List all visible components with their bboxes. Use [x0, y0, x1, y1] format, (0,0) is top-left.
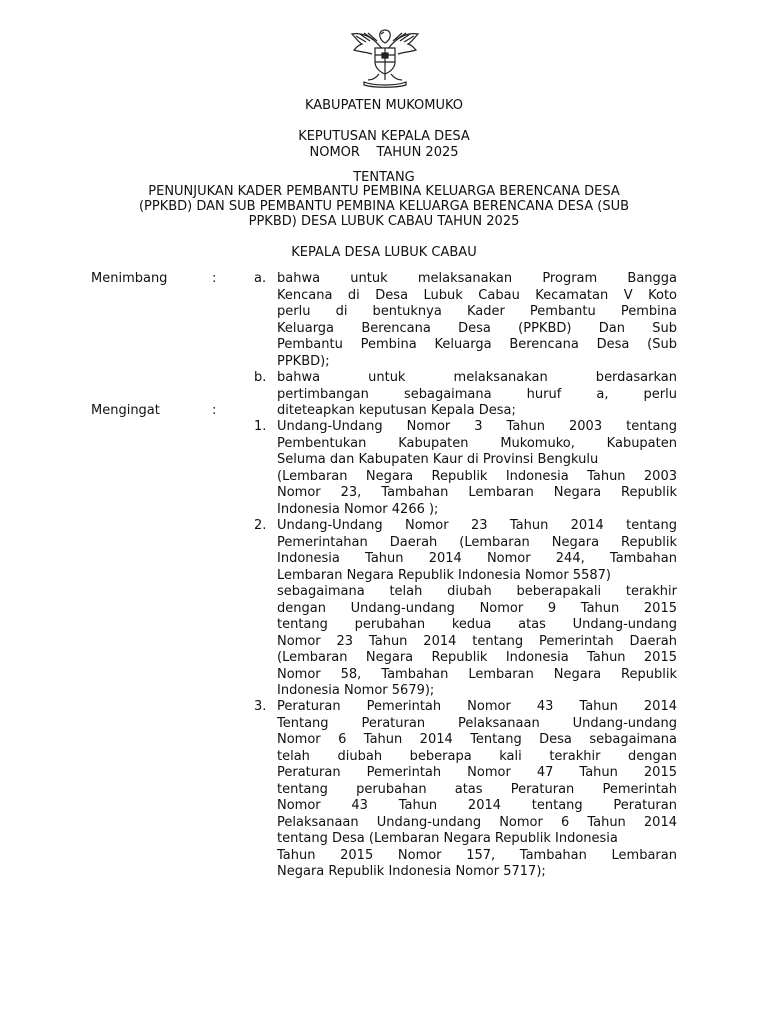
subject-line: PPKBD) DESA LUBUK CABAU TAHUN 2025: [248, 214, 520, 229]
issuer-title: KEPALA DESA LUBUK CABAU: [291, 245, 477, 260]
subject-line: PENUNJUKAN KADER PEMBANTU PEMBINA KELUARGA BERENCANA DESA: [148, 184, 620, 199]
mengingat-colon: :: [212, 403, 217, 418]
text-line: Negara Republik Indonesia Nomor 5717);: [277, 864, 546, 879]
text-line: Nomor 6 Tahun 2014 Tentang Desa sebagaimana: [277, 732, 677, 747]
item-marker: 2.: [254, 518, 267, 533]
menimbang-item-b: [277, 370, 677, 420]
text-line: bahwa untuk melaksanakan Program Bangga: [277, 271, 677, 286]
mengingat-item-1: [277, 419, 677, 518]
text-line: Undang-Undang Nomor 3 Tahun 2003 tentang: [277, 419, 677, 434]
text-line: Indonesia Nomor 4266 );: [277, 501, 439, 517]
text-line: Peraturan Pemerintah Nomor 43 Tahun 2014: [277, 699, 677, 714]
text-line: pertimbangan sebagaimana huruf a, perlu: [277, 386, 677, 402]
text-line: Kencana di Desa Lubuk Cabau Kecamatan V Koto: [277, 287, 677, 303]
text-line: Pelaksanaan Undang-undang Nomor 6 Tahun 2014: [277, 814, 677, 830]
about-heading: TENTANG: [353, 170, 415, 185]
item-marker: 1.: [254, 419, 267, 434]
text-line: tentang perubahan atas Peraturan Pemerintah: [277, 781, 677, 797]
text-line: bahwa untuk melaksanakan berdasarkan: [277, 370, 677, 385]
text-line: Pembentukan Kabupaten Mukomuko, Kabupaten: [277, 435, 677, 451]
item-marker: 3.: [254, 699, 267, 714]
decree-number: NOMOR TAHUN 2025: [309, 145, 459, 160]
regency-title: KABUPATEN MUKOMUKO: [304, 98, 464, 113]
text-line: sebagaimana telah diubah beberapakali terakhir: [277, 584, 677, 599]
text-line: Lembaran Negara Republik Indonesia Nomor 5587): [277, 567, 611, 583]
item-marker: a.: [254, 271, 267, 286]
text-line: Tahun 2015 Nomor 157, Tambahan Lembaran: [277, 847, 677, 863]
text-line: Nomor 43 Tahun 2014 tentang Peraturan: [277, 798, 677, 813]
text-line: (Lembaran Negara Republik Indonesia Tahun 2003: [277, 468, 677, 484]
text-line: telah diubah beberapa kali terakhir dengan: [277, 748, 677, 764]
text-line: Peraturan Pemerintah Nomor 47 Tahun 2015: [277, 765, 677, 780]
item-marker: b.: [254, 370, 267, 385]
text-line: Nomor 23 Tahun 2014 tentang Pemerintah Daerah: [277, 633, 677, 649]
text-line: PPKBD);: [277, 353, 330, 369]
mengingat-item-3: [277, 699, 677, 881]
menimbang-colon: :: [212, 271, 217, 286]
subject-line: (PPKBD) DAN SUB PEMBANTU PEMBINA KELUARGA BERENCANA DESA (SUB: [138, 199, 630, 214]
text-line: diteteapkan keputusan Kepala Desa;: [277, 403, 516, 418]
text-line: Tentang Peraturan Pelaksanaan Undang-undang: [277, 715, 677, 731]
garuda-emblem-icon: [346, 24, 424, 88]
text-line: perlu di bentuknya Kader Pembantu Pembina: [277, 304, 677, 319]
decree-title: KEPUTUSAN KEPALA DESA: [298, 129, 470, 144]
text-line: Indonesia Nomor 5679);: [277, 683, 435, 698]
text-line: Nomor 23, Tambahan Lembaran Negara Republik: [277, 485, 677, 500]
text-line: Seluma dan Kabupaten Kaur di Provinsi Bengkulu: [277, 452, 599, 467]
text-line: tentang Desa (Lembaran Negara Republik Indonesia: [277, 831, 618, 846]
mengingat-label: Mengingat: [91, 403, 160, 418]
mengingat-item-2: [277, 518, 677, 700]
text-line: Keluarga Berencana Desa (PPKBD) Dan Sub: [277, 320, 677, 336]
text-line: Undang-Undang Nomor 23 Tahun 2014 tentang: [277, 518, 677, 533]
menimbang-label: Menimbang: [91, 271, 168, 286]
text-line: dengan Undang-undang Nomor 9 Tahun 2015: [277, 600, 677, 616]
text-line: Nomor 58, Tambahan Lembaran Negara Republik: [277, 666, 677, 682]
text-line: Indonesia Tahun 2014 Nomor 244, Tambahan: [277, 551, 677, 566]
text-line: (Lembaran Negara Republik Indonesia Tahun 2015: [277, 650, 677, 665]
text-line: Pembantu Pembina Keluarga Berencana Desa (Sub: [277, 337, 677, 352]
menimbang-item-a: [277, 271, 677, 370]
text-line: Pemerintahan Daerah (Lembaran Negara Republik: [277, 534, 677, 550]
text-line: tentang perubahan kedua atas Undang-undang: [277, 617, 677, 632]
